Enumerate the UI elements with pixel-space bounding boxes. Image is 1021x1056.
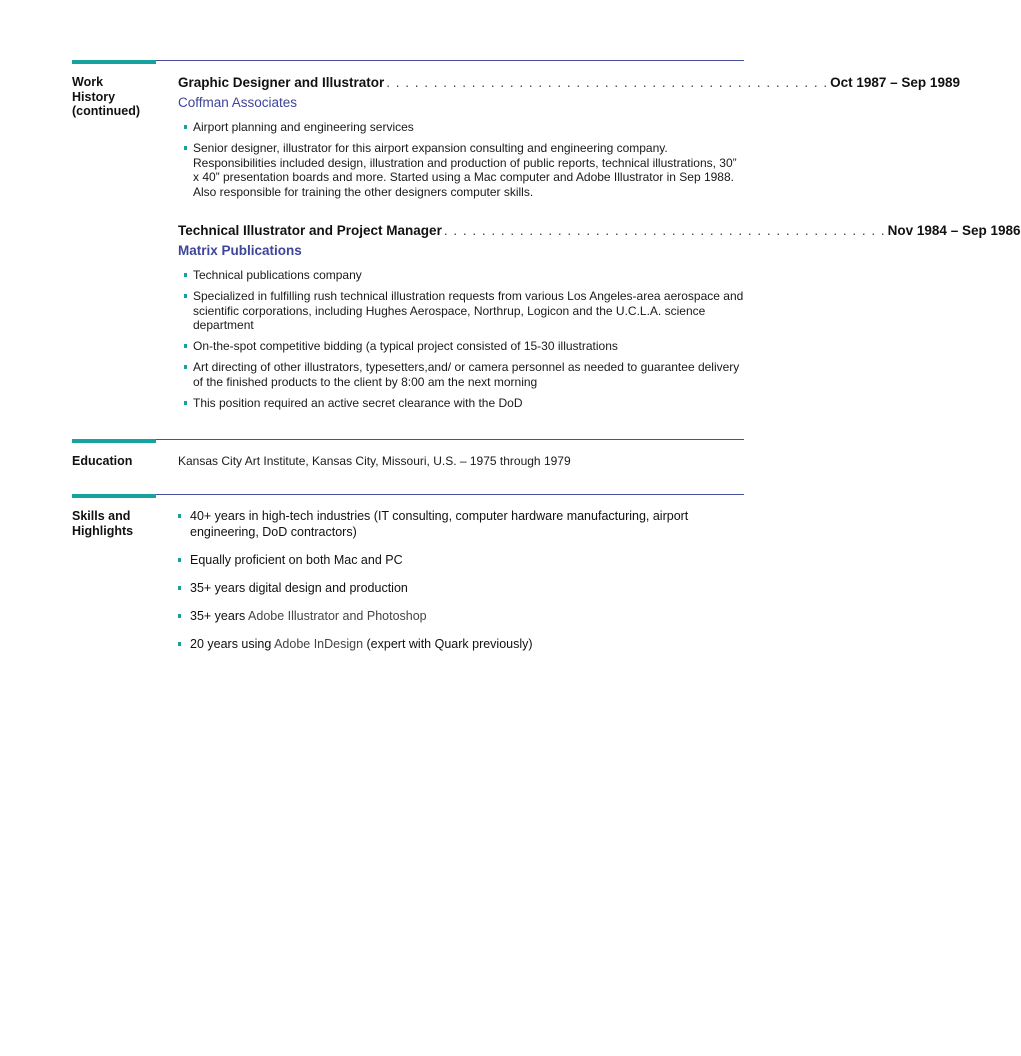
bullet-square-icon [178, 514, 181, 518]
section-divider [156, 439, 744, 440]
education-text: Kansas City Art Institute, Kansas City, Missouri, U.S. – 1975 through 1979 [178, 454, 571, 468]
list-item: 40+ years in high-tech industries (IT consulting, computer hardware manufacturing, airport engineering, DoD contractors) [178, 509, 744, 540]
list-item: Senior designer, illustrator for this airport expansion consulting and engineering company. Responsibilities included design, illustration and production of public reports, technical illustrations, 30” x 40” presentation boards and more. Started using a Mac computer and Adobe Illustrator in Sep 1988. Also responsible for training the other designers computer skills. [178, 141, 744, 200]
bullet-square-icon [184, 294, 187, 298]
list-item: Specialized in fulfilling rush technical illustration requests from various Los Angeles-area aerospace and scientific corporations, including Hughes Aerospace, Northrup, Logicon and the U.C.L.A. science department [178, 289, 744, 333]
bullet-square-icon [184, 273, 187, 277]
bullet-square-icon [184, 344, 187, 348]
company-name: Matrix Publications [178, 242, 302, 258]
education-section [72, 439, 744, 489]
work-history-section [72, 60, 1021, 420]
bullet-square-icon [184, 125, 187, 129]
company-name: Coffman Associates [178, 95, 298, 110]
skills-section [72, 494, 744, 674]
bullet-square-icon [178, 614, 181, 618]
job-entry [178, 222, 1021, 410]
section-accent-bar [72, 60, 156, 64]
bullet-square-icon [184, 401, 187, 405]
section-accent-bar [72, 439, 156, 443]
list-item: 35+ years Adobe Illustrator and Photoshop [178, 609, 744, 625]
section-label-skills: Skills and Highlights [72, 509, 134, 538]
job-title: Graphic Designer and Illustrator [178, 75, 385, 90]
section-divider [156, 494, 744, 495]
section-label-education: Education [72, 454, 133, 468]
bullet-square-icon [178, 558, 181, 562]
bullet-square-icon [184, 365, 187, 369]
bullet-square-icon [184, 146, 187, 150]
bullet-square-icon [178, 586, 181, 590]
section-accent-bar [72, 494, 156, 498]
list-item: 35+ years digital design and production [178, 581, 744, 597]
job-dates: Oct 1987 – Sep 1989 [830, 75, 960, 90]
bullet-square-icon [178, 642, 181, 646]
list-item: Equally proficient on both Mac and PC [178, 553, 744, 569]
job-bullets [178, 120, 744, 200]
job-entry [178, 74, 960, 200]
work-history-body [178, 74, 1021, 416]
dot-leader: . . . . . . . . . . . . . . . . . . . . . . . . . . . . . . . . . . . . . . . . . . . . . . . [386, 75, 829, 90]
skills-body [178, 509, 744, 665]
section-label-work-history: Work History (continued) [72, 75, 141, 118]
job-dates: Nov 1984 – Sep 1986 [887, 222, 1021, 238]
list-item: 20 years using Adobe InDesign (expert with Quark previously) [178, 637, 744, 653]
list-item: This position required an active secret clearance with the DoD [178, 396, 744, 411]
section-divider [156, 60, 744, 61]
list-item: Technical publications company [178, 268, 744, 283]
dot-leader: . . . . . . . . . . . . . . . . . . . . . . . . . . . . . . . . . . . . . . . . . . . . . . . [443, 222, 886, 238]
list-item: Art directing of other illustrators, typesetters,and/ or camera personnel as needed to guarantee delivery of the finished products to the client by 8:00 am the next morning [178, 360, 744, 390]
job-bullets [178, 268, 744, 410]
job-title: Technical Illustrator and Project Manager [178, 222, 442, 238]
list-item: On-the-spot competitive bidding (a typical project consisted of 15-30 illustrations [178, 339, 744, 354]
list-item: Airport planning and engineering services [178, 120, 744, 135]
skills-list [178, 509, 744, 652]
